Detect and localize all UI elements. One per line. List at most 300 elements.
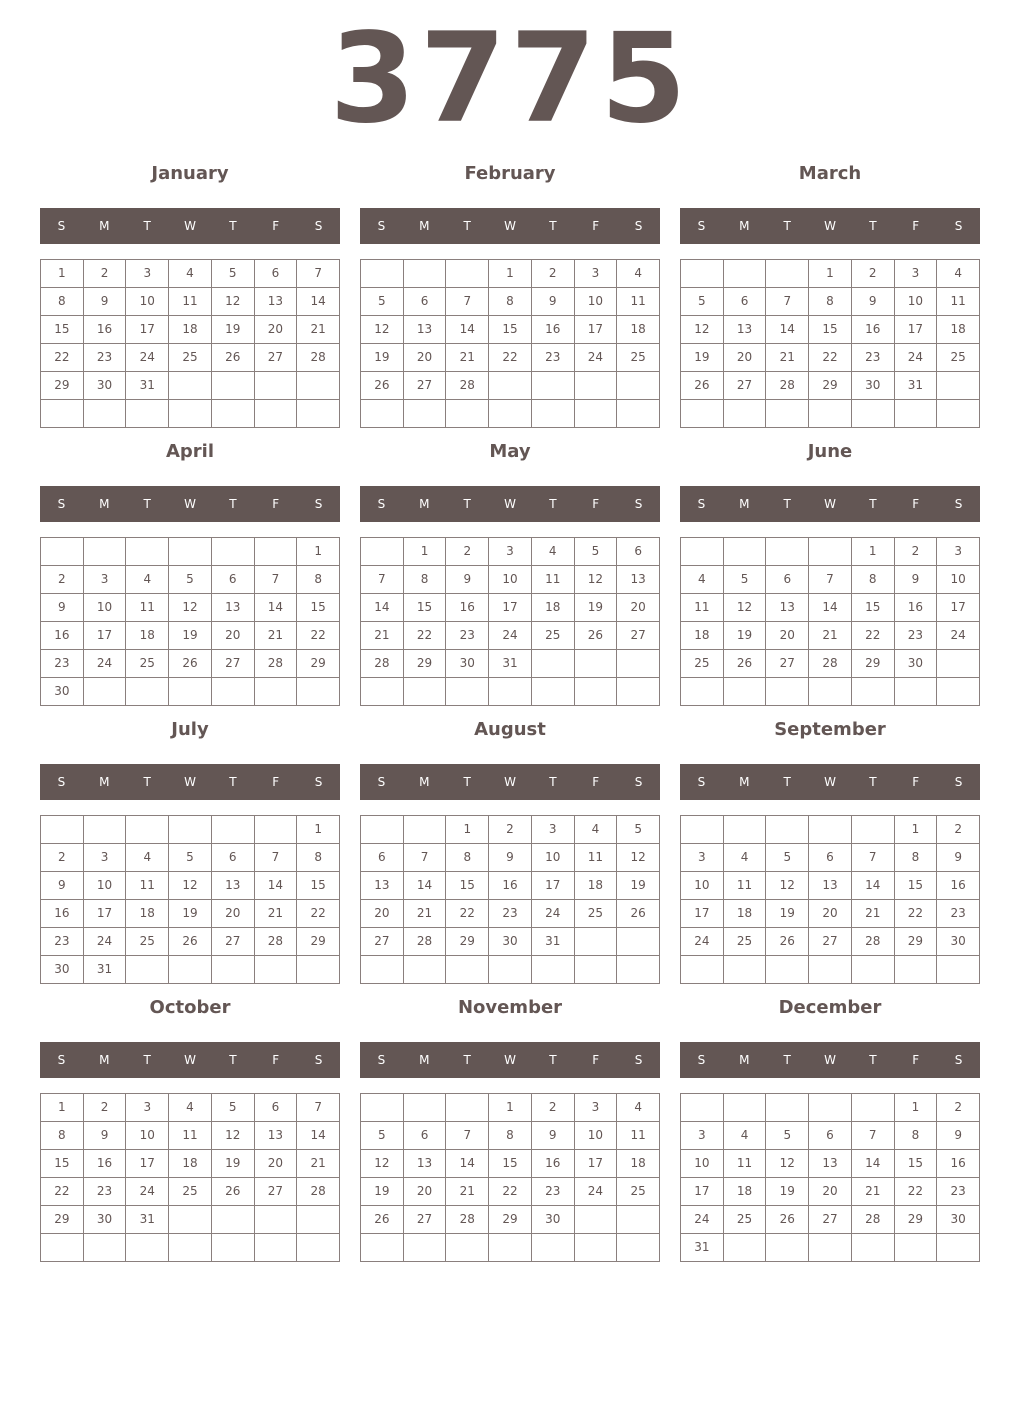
weekday-label: F	[912, 775, 920, 789]
empty-cell	[212, 678, 255, 706]
day-cell: 20	[809, 1178, 852, 1206]
weekday-header	[680, 486, 980, 522]
empty-cell	[852, 1234, 895, 1262]
empty-cell	[169, 372, 212, 400]
day-cell: 19	[212, 1150, 255, 1178]
day-cell: 25	[575, 900, 618, 928]
weekday-label: T	[549, 1053, 557, 1067]
day-cell: 11	[575, 844, 618, 872]
empty-cell	[937, 650, 980, 678]
day-cell: 4	[617, 1094, 660, 1122]
empty-cell	[446, 956, 489, 984]
weekday-label: F	[272, 497, 280, 511]
day-cell: 1	[852, 538, 895, 566]
day-grid	[360, 537, 660, 706]
day-grid	[40, 815, 340, 984]
day-cell: 19	[361, 1178, 404, 1206]
weekday-label: F	[912, 1053, 920, 1067]
year-title: 3775	[329, 7, 691, 151]
day-cell: 9	[937, 844, 980, 872]
day-cell: 7	[361, 566, 404, 594]
day-cell: 25	[169, 344, 212, 372]
day-cell: 30	[937, 928, 980, 956]
empty-cell	[404, 1094, 447, 1122]
empty-cell	[809, 538, 852, 566]
weekday-label: F	[912, 497, 920, 511]
day-cell: 4	[575, 816, 618, 844]
day-cell: 1	[895, 816, 938, 844]
month-january	[40, 162, 340, 428]
day-cell: 28	[446, 372, 489, 400]
day-cell: 31	[681, 1234, 724, 1262]
day-grid	[40, 537, 340, 706]
day-cell: 1	[446, 816, 489, 844]
day-cell: 24	[84, 928, 127, 956]
empty-cell	[361, 538, 404, 566]
weekday-label: S	[314, 775, 323, 789]
empty-cell	[681, 1094, 724, 1122]
weekday-label: S	[377, 1053, 386, 1067]
day-cell: 13	[255, 1122, 298, 1150]
day-cell: 11	[169, 1122, 212, 1150]
day-cell: 22	[895, 1178, 938, 1206]
day-cell: 25	[617, 344, 660, 372]
day-cell: 2	[937, 816, 980, 844]
empty-cell	[404, 956, 447, 984]
day-cell: 3	[681, 844, 724, 872]
weekday-label: F	[912, 219, 920, 233]
day-cell: 13	[361, 872, 404, 900]
day-cell: 5	[766, 1122, 809, 1150]
empty-cell	[41, 538, 84, 566]
day-cell: 2	[41, 844, 84, 872]
day-cell: 13	[255, 288, 298, 316]
day-cell: 8	[489, 288, 532, 316]
day-cell: 27	[255, 344, 298, 372]
weekday-label: M	[419, 1053, 430, 1067]
weekday-label: T	[549, 219, 557, 233]
weekday-label: T	[229, 775, 237, 789]
empty-cell	[575, 1234, 618, 1262]
month-name: December	[778, 997, 882, 1018]
day-cell: 24	[126, 1178, 169, 1206]
month-december	[680, 996, 980, 1262]
weekday-label: S	[954, 219, 963, 233]
weekday-label: S	[377, 775, 386, 789]
weekday-header	[360, 1042, 660, 1078]
empty-cell	[255, 538, 298, 566]
empty-cell	[84, 678, 127, 706]
empty-cell	[852, 1094, 895, 1122]
empty-cell	[575, 400, 618, 428]
empty-cell	[724, 1094, 767, 1122]
empty-cell	[41, 1234, 84, 1262]
empty-cell	[681, 538, 724, 566]
weekday-label: T	[869, 775, 877, 789]
day-cell: 2	[84, 260, 127, 288]
day-cell: 16	[532, 1150, 575, 1178]
weekday-label: S	[314, 497, 323, 511]
day-cell: 30	[489, 928, 532, 956]
day-cell: 7	[809, 566, 852, 594]
day-cell: 6	[212, 566, 255, 594]
empty-cell	[852, 400, 895, 428]
empty-cell	[681, 260, 724, 288]
empty-cell	[297, 1234, 340, 1262]
day-cell: 26	[361, 1206, 404, 1234]
day-cell: 17	[489, 594, 532, 622]
day-cell: 5	[681, 288, 724, 316]
day-cell: 12	[212, 288, 255, 316]
day-cell: 27	[212, 650, 255, 678]
day-cell: 8	[404, 566, 447, 594]
day-cell: 29	[446, 928, 489, 956]
day-cell: 17	[895, 316, 938, 344]
empty-cell	[126, 816, 169, 844]
weekday-label: F	[592, 497, 600, 511]
day-cell: 22	[852, 622, 895, 650]
day-cell: 28	[446, 1206, 489, 1234]
day-cell: 26	[212, 1178, 255, 1206]
empty-cell	[766, 400, 809, 428]
day-cell: 14	[766, 316, 809, 344]
day-cell: 12	[766, 872, 809, 900]
day-cell: 12	[575, 566, 618, 594]
empty-cell	[766, 1234, 809, 1262]
day-cell: 15	[895, 872, 938, 900]
empty-cell	[446, 260, 489, 288]
day-cell: 8	[446, 844, 489, 872]
empty-cell	[766, 538, 809, 566]
day-cell: 14	[404, 872, 447, 900]
weekday-header	[40, 208, 340, 244]
day-cell: 16	[489, 872, 532, 900]
day-cell: 19	[766, 1178, 809, 1206]
day-cell: 31	[84, 956, 127, 984]
day-cell: 14	[255, 594, 298, 622]
empty-cell	[255, 1234, 298, 1262]
day-cell: 7	[297, 1094, 340, 1122]
day-cell: 7	[255, 566, 298, 594]
day-cell: 28	[255, 650, 298, 678]
day-cell: 19	[617, 872, 660, 900]
empty-cell	[766, 956, 809, 984]
day-cell: 12	[361, 1150, 404, 1178]
empty-cell	[681, 678, 724, 706]
day-cell: 23	[895, 622, 938, 650]
day-cell: 12	[617, 844, 660, 872]
day-cell: 15	[404, 594, 447, 622]
empty-cell	[575, 650, 618, 678]
day-cell: 22	[489, 344, 532, 372]
day-cell: 5	[766, 844, 809, 872]
day-cell: 29	[297, 928, 340, 956]
day-cell: 15	[895, 1150, 938, 1178]
empty-cell	[766, 678, 809, 706]
empty-cell	[809, 1234, 852, 1262]
day-cell: 10	[681, 1150, 724, 1178]
weekday-label: S	[634, 219, 643, 233]
day-cell: 5	[361, 288, 404, 316]
day-cell: 12	[361, 316, 404, 344]
weekday-label: S	[954, 1053, 963, 1067]
empty-cell	[404, 678, 447, 706]
day-cell: 10	[126, 1122, 169, 1150]
day-cell: 29	[297, 650, 340, 678]
day-cell: 24	[575, 1178, 618, 1206]
day-cell: 14	[852, 872, 895, 900]
day-cell: 16	[937, 872, 980, 900]
day-cell: 7	[255, 844, 298, 872]
day-cell: 16	[937, 1150, 980, 1178]
weekday-label: T	[229, 1053, 237, 1067]
day-cell: 31	[532, 928, 575, 956]
weekday-label: F	[592, 219, 600, 233]
empty-cell	[532, 1234, 575, 1262]
empty-cell	[809, 956, 852, 984]
day-cell: 17	[681, 1178, 724, 1206]
day-cell: 10	[937, 566, 980, 594]
empty-cell	[169, 538, 212, 566]
day-cell: 30	[532, 1206, 575, 1234]
day-cell: 1	[489, 260, 532, 288]
day-cell: 13	[212, 872, 255, 900]
day-cell: 7	[404, 844, 447, 872]
empty-cell	[617, 650, 660, 678]
empty-cell	[446, 678, 489, 706]
empty-cell	[575, 678, 618, 706]
month-name: June	[807, 441, 853, 462]
day-cell: 26	[681, 372, 724, 400]
day-cell: 24	[126, 344, 169, 372]
day-cell: 29	[809, 372, 852, 400]
day-cell: 16	[446, 594, 489, 622]
empty-cell	[212, 956, 255, 984]
day-cell: 6	[361, 844, 404, 872]
day-cell: 17	[84, 622, 127, 650]
weekday-label: W	[184, 775, 196, 789]
day-cell: 4	[937, 260, 980, 288]
empty-cell	[724, 400, 767, 428]
day-cell: 18	[724, 900, 767, 928]
day-cell: 2	[532, 260, 575, 288]
empty-cell	[84, 816, 127, 844]
day-cell: 9	[532, 288, 575, 316]
day-cell: 2	[532, 1094, 575, 1122]
day-cell: 5	[169, 844, 212, 872]
empty-cell	[724, 816, 767, 844]
day-cell: 29	[852, 650, 895, 678]
empty-cell	[937, 678, 980, 706]
empty-cell	[212, 1206, 255, 1234]
day-cell: 22	[297, 900, 340, 928]
weekday-label: W	[184, 219, 196, 233]
empty-cell	[41, 400, 84, 428]
day-cell: 3	[84, 566, 127, 594]
day-cell: 10	[895, 288, 938, 316]
empty-cell	[404, 816, 447, 844]
empty-cell	[169, 1206, 212, 1234]
empty-cell	[361, 956, 404, 984]
month-march	[680, 162, 980, 428]
weekday-label: F	[592, 1053, 600, 1067]
empty-cell	[681, 816, 724, 844]
day-cell: 13	[809, 1150, 852, 1178]
empty-cell	[361, 678, 404, 706]
day-cell: 23	[532, 1178, 575, 1206]
empty-cell	[297, 678, 340, 706]
empty-cell	[617, 400, 660, 428]
weekday-label: F	[272, 1053, 280, 1067]
empty-cell	[255, 400, 298, 428]
day-cell: 20	[255, 316, 298, 344]
month-name: July	[171, 719, 209, 740]
day-cell: 2	[84, 1094, 127, 1122]
empty-cell	[724, 260, 767, 288]
day-cell: 7	[446, 288, 489, 316]
day-cell: 20	[617, 594, 660, 622]
day-cell: 16	[84, 1150, 127, 1178]
day-cell: 10	[84, 872, 127, 900]
weekday-label: T	[229, 497, 237, 511]
day-cell: 6	[255, 1094, 298, 1122]
day-cell: 18	[169, 1150, 212, 1178]
day-cell: 1	[297, 816, 340, 844]
day-cell: 14	[852, 1150, 895, 1178]
empty-cell	[617, 372, 660, 400]
weekday-label: T	[783, 1053, 791, 1067]
day-cell: 17	[575, 316, 618, 344]
day-cell: 25	[126, 650, 169, 678]
weekday-label: M	[99, 775, 110, 789]
day-cell: 9	[532, 1122, 575, 1150]
day-cell: 5	[212, 260, 255, 288]
day-grid	[680, 537, 980, 706]
day-cell: 2	[489, 816, 532, 844]
weekday-label: W	[504, 775, 516, 789]
empty-cell	[169, 1234, 212, 1262]
day-cell: 7	[446, 1122, 489, 1150]
weekday-header	[680, 764, 980, 800]
empty-cell	[575, 372, 618, 400]
day-cell: 1	[41, 1094, 84, 1122]
day-cell: 8	[41, 1122, 84, 1150]
day-cell: 19	[766, 900, 809, 928]
day-cell: 11	[126, 872, 169, 900]
day-cell: 9	[446, 566, 489, 594]
month-name: January	[151, 163, 229, 184]
day-cell: 21	[297, 316, 340, 344]
empty-cell	[895, 1234, 938, 1262]
day-cell: 17	[532, 872, 575, 900]
day-cell: 16	[895, 594, 938, 622]
day-cell: 28	[297, 1178, 340, 1206]
day-cell: 20	[255, 1150, 298, 1178]
month-name: February	[464, 163, 556, 184]
day-cell: 25	[724, 928, 767, 956]
day-cell: 7	[766, 288, 809, 316]
day-cell: 4	[126, 844, 169, 872]
empty-cell	[297, 956, 340, 984]
day-cell: 2	[937, 1094, 980, 1122]
weekday-label: T	[463, 497, 471, 511]
day-cell: 27	[404, 1206, 447, 1234]
empty-cell	[361, 400, 404, 428]
day-cell: 18	[575, 872, 618, 900]
day-grid	[360, 815, 660, 984]
day-cell: 8	[895, 1122, 938, 1150]
day-cell: 11	[126, 594, 169, 622]
day-cell: 15	[489, 316, 532, 344]
day-cell: 27	[404, 372, 447, 400]
day-cell: 5	[617, 816, 660, 844]
day-grid	[40, 1093, 340, 1262]
day-cell: 28	[809, 650, 852, 678]
day-cell: 18	[617, 316, 660, 344]
day-cell: 31	[126, 1206, 169, 1234]
weekday-label: T	[143, 775, 151, 789]
weekday-header	[40, 1042, 340, 1078]
weekday-label: S	[57, 1053, 66, 1067]
day-cell: 11	[681, 594, 724, 622]
day-cell: 28	[255, 928, 298, 956]
day-cell: 2	[41, 566, 84, 594]
weekday-label: W	[824, 775, 836, 789]
day-cell: 26	[575, 622, 618, 650]
weekday-label: T	[143, 219, 151, 233]
day-cell: 14	[809, 594, 852, 622]
day-cell: 2	[852, 260, 895, 288]
day-cell: 28	[766, 372, 809, 400]
day-cell: 24	[937, 622, 980, 650]
day-cell: 4	[126, 566, 169, 594]
empty-cell	[404, 400, 447, 428]
day-cell: 21	[446, 1178, 489, 1206]
day-cell: 26	[766, 928, 809, 956]
day-cell: 18	[126, 622, 169, 650]
day-cell: 20	[404, 1178, 447, 1206]
day-cell: 22	[41, 344, 84, 372]
day-cell: 3	[126, 1094, 169, 1122]
day-cell: 30	[84, 1206, 127, 1234]
empty-cell	[212, 372, 255, 400]
empty-cell	[575, 928, 618, 956]
day-cell: 7	[852, 844, 895, 872]
day-cell: 14	[297, 1122, 340, 1150]
day-cell: 31	[895, 372, 938, 400]
empty-cell	[169, 678, 212, 706]
empty-cell	[937, 372, 980, 400]
weekday-label: W	[824, 219, 836, 233]
day-cell: 4	[681, 566, 724, 594]
day-cell: 22	[446, 900, 489, 928]
day-cell: 15	[809, 316, 852, 344]
weekday-label: M	[739, 497, 750, 511]
weekday-label: T	[549, 775, 557, 789]
day-cell: 1	[489, 1094, 532, 1122]
day-cell: 21	[361, 622, 404, 650]
empty-cell	[617, 928, 660, 956]
day-cell: 3	[126, 260, 169, 288]
day-cell: 25	[126, 928, 169, 956]
day-cell: 30	[446, 650, 489, 678]
empty-cell	[724, 1234, 767, 1262]
weekday-label: W	[184, 497, 196, 511]
day-cell: 27	[809, 928, 852, 956]
month-february	[360, 162, 660, 428]
day-cell: 25	[532, 622, 575, 650]
day-cell: 6	[809, 1122, 852, 1150]
